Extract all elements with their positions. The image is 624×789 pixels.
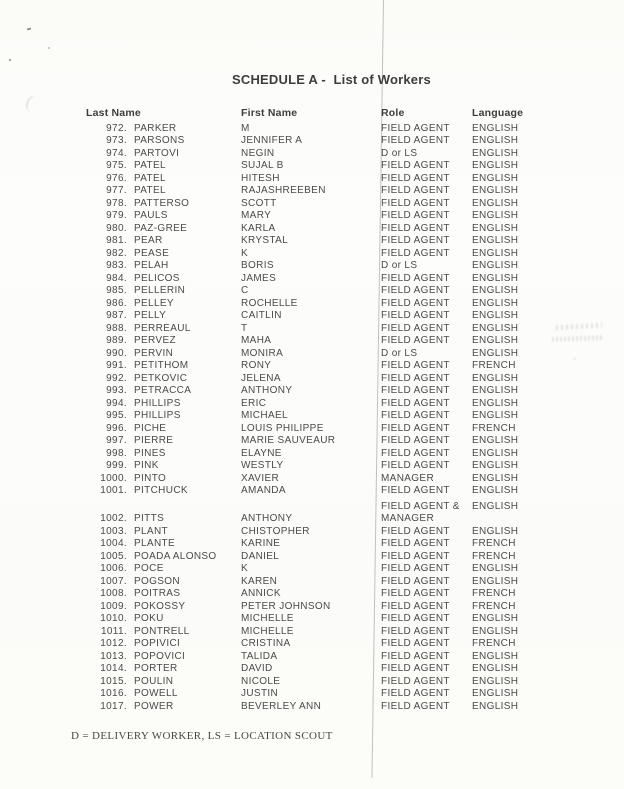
language-cell: ENGLISH	[472, 160, 519, 171]
worker-number: 998.	[106, 447, 127, 459]
worker-number: 1006.	[100, 563, 127, 574]
worker-number: 1017.	[100, 700, 127, 712]
worker-row	[86, 123, 558, 136]
language-cell: ENGLISH	[472, 675, 519, 687]
worker-row	[86, 563, 558, 576]
first-name-cell: BEVERLEY ANN	[241, 700, 322, 712]
last-name-cell: PATEL	[134, 172, 166, 184]
language-cell: ENGLISH	[472, 663, 519, 674]
worker-number: 982.	[106, 247, 127, 259]
language-cell: ENGLISH	[472, 260, 519, 271]
first-name-cell: KARLA	[241, 222, 276, 234]
first-name-cell: ANTHONY	[241, 513, 293, 524]
language-cell: ENGLISH	[472, 435, 519, 446]
worker-number: 992.	[106, 372, 127, 384]
worker-number: 1016.	[100, 688, 127, 699]
first-name-cell: C	[241, 285, 249, 296]
language-cell: ENGLISH	[472, 235, 519, 246]
last-name-cell: PELAH	[134, 260, 169, 271]
last-name-cell: PEASE	[134, 247, 170, 259]
worker-number: 1013.	[100, 650, 127, 662]
language-cell: ENGLISH	[472, 385, 519, 396]
worker-row	[86, 210, 558, 223]
worker-row	[86, 248, 558, 261]
worker-row	[86, 148, 558, 161]
first-name-cell: JELENA	[241, 372, 281, 384]
last-name-cell: PICHE	[134, 422, 167, 434]
worker-row	[86, 701, 558, 714]
worker-number: 989.	[106, 335, 127, 346]
last-name-cell: PELLERIN	[134, 285, 186, 296]
worker-number: 993.	[106, 385, 127, 396]
worker-row	[86, 663, 558, 676]
worker-row	[86, 160, 558, 173]
role-cell: FIELD AGENT	[381, 185, 450, 196]
language-cell: ENGLISH	[472, 335, 519, 346]
first-name-cell: SCOTT	[241, 197, 277, 209]
last-name-cell: PINES	[134, 447, 166, 459]
last-name-cell: PERVEZ	[134, 335, 176, 346]
header-role: Role	[381, 107, 405, 119]
worker-row	[86, 285, 558, 298]
first-name-cell: XAVIER	[241, 472, 280, 484]
language-cell: ENGLISH	[472, 347, 519, 359]
first-name-cell: MARY	[241, 210, 272, 221]
role-cell: FIELD AGENT	[381, 575, 450, 587]
worker-row	[86, 588, 558, 601]
first-name-cell: DAVID	[241, 663, 273, 674]
worker-number: 986.	[106, 297, 127, 309]
worker-number: 1010.	[100, 613, 127, 624]
legend-footnote: D = DELIVERY WORKER, LS = LOCATION SCOUT	[71, 730, 333, 742]
worker-number: 975.	[106, 160, 127, 171]
worker-number: 977.	[106, 185, 127, 196]
first-name-cell: K	[241, 563, 249, 574]
role-cell: FIELD AGENT	[381, 297, 450, 309]
header-first-name: First Name	[241, 107, 298, 119]
first-name-cell: MICHELLE	[241, 625, 294, 637]
language-cell: ENGLISH	[472, 172, 519, 184]
first-name-cell: BORIS	[241, 260, 274, 271]
worker-number: 990.	[106, 347, 127, 359]
language-cell: FRENCH	[472, 360, 516, 371]
language-cell: ENGLISH	[472, 372, 519, 384]
language-cell: ENGLISH	[472, 700, 519, 712]
worker-row	[86, 398, 558, 411]
workers-table	[86, 107, 558, 713]
first-name-cell: ANNICK	[241, 588, 281, 599]
language-cell: ENGLISH	[472, 472, 519, 484]
last-name-cell: PEAR	[134, 235, 163, 246]
worker-row	[86, 385, 558, 398]
language-cell: ENGLISH	[472, 410, 519, 421]
worker-number: 1003.	[100, 525, 127, 537]
worker-row	[86, 410, 558, 423]
worker-number: 1001.	[100, 485, 127, 496]
worker-number: 1011.	[100, 625, 127, 637]
language-cell: FRENCH	[472, 538, 516, 549]
language-cell: ENGLISH	[472, 485, 519, 496]
worker-row	[86, 513, 558, 526]
role-cell: FIELD AGENT	[381, 525, 450, 537]
role-cell: FIELD AGENT	[381, 563, 450, 574]
last-name-cell: PORTER	[134, 663, 178, 674]
first-name-cell	[241, 501, 381, 514]
worker-row	[86, 173, 558, 186]
worker-row	[86, 460, 558, 473]
last-name-cell: PERVIN	[134, 347, 174, 359]
role-cell: FIELD AGENT	[381, 675, 450, 687]
role-cell: FIELD AGENT	[381, 235, 450, 246]
last-name-cell: PARSONS	[134, 135, 185, 146]
worker-row	[86, 435, 558, 448]
worker-number: 991.	[106, 360, 127, 371]
first-name-cell: LOUIS PHILIPPE	[241, 422, 324, 434]
first-name-cell: SUJAL B	[241, 160, 284, 171]
last-name-cell: PARTOVI	[134, 147, 180, 159]
role-cell: FIELD AGENT	[381, 310, 450, 321]
last-name-cell: POKU	[134, 613, 164, 624]
last-name-cell: PETITHOM	[134, 360, 189, 371]
last-name-cell: PETRACCA	[134, 385, 192, 396]
first-name-cell: HITESH	[241, 172, 280, 184]
faint-pencil-mark	[552, 335, 604, 342]
last-name-cell: PAULS	[134, 210, 168, 221]
worker-row	[86, 135, 558, 148]
worker-row	[86, 310, 558, 323]
worker-number: 996.	[106, 422, 127, 434]
first-name-cell: CAITLIN	[241, 310, 282, 321]
scan-speck	[48, 47, 50, 49]
last-name-cell: POULIN	[134, 675, 174, 687]
worker-number: 987.	[106, 310, 127, 321]
role-cell: FIELD AGENT	[381, 410, 450, 421]
last-name-cell: POITRAS	[134, 588, 181, 599]
first-name-cell: NICOLE	[241, 675, 281, 687]
language-cell: FRENCH	[472, 422, 516, 434]
worker-row	[86, 501, 558, 514]
worker-row	[86, 551, 558, 564]
last-name-cell: PLANTE	[134, 538, 176, 549]
last-name-cell: PELICOS	[134, 272, 180, 284]
role-cell: FIELD AGENT	[381, 122, 450, 134]
worker-row	[86, 323, 558, 336]
last-name-cell: PARKER	[134, 122, 177, 134]
first-name-cell: RONY	[241, 360, 272, 371]
worker-number: 994.	[106, 397, 127, 409]
language-cell: ENGLISH	[472, 185, 519, 196]
role-cell: FIELD AGENT	[381, 447, 450, 459]
role-cell: D or LS	[381, 147, 418, 159]
first-name-cell: KRYSTAL	[241, 235, 289, 246]
language-cell: ENGLISH	[472, 285, 519, 296]
last-name-cell: PINTO	[134, 472, 167, 484]
worker-number: 1008.	[100, 588, 127, 599]
role-cell: FIELD AGENT	[381, 360, 450, 371]
role-cell: FIELD AGENT	[381, 397, 450, 409]
last-name-cell: PIERRE	[134, 435, 174, 446]
language-cell: ENGLISH	[472, 122, 519, 134]
role-cell: FIELD AGENT	[381, 588, 450, 599]
worker-row	[86, 335, 558, 348]
language-cell: ENGLISH	[472, 525, 519, 537]
role-cell: FIELD AGENT	[381, 485, 450, 496]
language-cell: ENGLISH	[472, 222, 519, 234]
worker-row	[86, 348, 558, 361]
first-name-cell: T	[241, 322, 248, 334]
last-name-cell: POGSON	[134, 575, 180, 587]
first-name-cell: NEGIN	[241, 147, 275, 159]
scan-smudge-arc	[24, 94, 46, 116]
worker-number: 978.	[106, 197, 127, 209]
role-cell: FIELD AGENT	[381, 638, 450, 649]
worker-number: 997.	[106, 435, 127, 446]
language-cell: FRENCH	[472, 638, 516, 649]
last-name-cell: PETKOVIC	[134, 372, 188, 384]
role-cell: FIELD AGENT &	[381, 500, 460, 512]
worker-row	[86, 576, 558, 589]
last-name-cell: POPIVICI	[134, 638, 181, 649]
first-name-cell: ANTHONY	[241, 385, 293, 396]
worker-row	[86, 473, 558, 486]
role-cell: FIELD AGENT	[381, 172, 450, 184]
worker-number: 1009.	[100, 600, 127, 612]
language-cell: ENGLISH	[472, 147, 519, 159]
worker-row	[86, 448, 558, 461]
first-name-cell: K	[241, 247, 249, 259]
worker-row	[86, 626, 558, 639]
worker-number: 1002.	[100, 513, 127, 524]
worker-row	[86, 260, 558, 273]
language-cell: ENGLISH	[472, 135, 519, 146]
first-name-cell: WESTLY	[241, 460, 284, 471]
header-language: Language	[472, 107, 524, 119]
last-name-cell: PITCHUCK	[134, 485, 188, 496]
worker-row	[86, 538, 558, 551]
worker-number: 1004.	[100, 538, 127, 549]
last-name-cell: POPOVICI	[134, 650, 186, 662]
role-cell: MANAGER	[381, 472, 435, 484]
first-name-cell: RAJASHREEBEN	[241, 185, 326, 196]
last-name-cell: PATEL	[134, 185, 166, 196]
last-name-cell: PATEL	[134, 160, 166, 171]
language-cell	[472, 513, 558, 526]
worker-number: 1015.	[100, 675, 127, 687]
worker-number: 985.	[106, 285, 127, 296]
table-header-row	[86, 107, 558, 120]
role-cell: FIELD AGENT	[381, 422, 450, 434]
last-name-cell: PATTERSO	[134, 197, 190, 209]
last-name-cell: PITTS	[134, 513, 165, 524]
role-cell: FIELD AGENT	[381, 247, 450, 259]
role-cell: FIELD AGENT	[381, 435, 450, 446]
role-cell: FIELD AGENT	[381, 210, 450, 221]
language-cell: ENGLISH	[472, 613, 519, 624]
worker-number: 981.	[106, 235, 127, 246]
worker-row	[86, 223, 558, 236]
worker-row	[86, 198, 558, 211]
language-cell: ENGLISH	[472, 197, 519, 209]
last-name-cell: POCE	[134, 563, 164, 574]
role-cell: FIELD AGENT	[381, 285, 450, 296]
worker-row	[86, 485, 558, 498]
worker-number: 988.	[106, 322, 127, 334]
worker-number: 984.	[106, 272, 127, 284]
language-cell: FRENCH	[472, 588, 516, 599]
first-name-cell: CHISTOPHER	[241, 525, 310, 537]
worker-row	[86, 373, 558, 386]
role-cell: FIELD AGENT	[381, 197, 450, 209]
scan-speck	[9, 59, 11, 61]
worker-number: 979.	[106, 210, 127, 221]
language-cell: ENGLISH	[472, 563, 519, 574]
language-cell: ENGLISH	[472, 447, 519, 459]
role-cell: FIELD AGENT	[381, 538, 450, 549]
worker-row	[86, 613, 558, 626]
first-name-cell: JUSTIN	[241, 688, 279, 699]
first-name-cell: MARIE SAUVEAUR	[241, 435, 336, 446]
worker-row	[86, 676, 558, 689]
worker-row	[86, 526, 558, 539]
role-cell: FIELD AGENT	[381, 460, 450, 471]
first-name-cell: PETER JOHNSON	[241, 600, 331, 612]
table-body	[86, 123, 558, 714]
role-cell: FIELD AGENT	[381, 663, 450, 674]
role-cell: FIELD AGENT	[381, 688, 450, 699]
worker-number	[86, 501, 127, 514]
last-name-cell: POWER	[134, 700, 174, 712]
language-cell: ENGLISH	[472, 272, 519, 284]
role-cell: FIELD AGENT	[381, 335, 450, 346]
last-name-cell: PHILLIPS	[134, 397, 181, 409]
last-name-cell	[127, 501, 241, 514]
page-title: SCHEDULE A - List of Workers	[232, 72, 431, 87]
last-name-cell: PLANT	[134, 525, 168, 537]
first-name-cell: CRISTINA	[241, 638, 291, 649]
role-cell: FIELD AGENT	[381, 700, 450, 712]
first-name-cell: MAHA	[241, 335, 272, 346]
first-name-cell: MICHELLE	[241, 613, 294, 624]
last-name-cell: PAZ-GREE	[134, 222, 188, 234]
language-cell: FRENCH	[472, 550, 516, 562]
role-cell: FIELD AGENT	[381, 160, 450, 171]
language-cell: ENGLISH	[472, 500, 519, 512]
last-name-cell: POWELL	[134, 688, 178, 699]
header-last-name: Last Name	[86, 107, 141, 119]
role-cell: FIELD AGENT	[381, 600, 450, 612]
worker-number: 973.	[106, 135, 127, 146]
role-cell: FIELD AGENT	[381, 272, 450, 284]
language-cell: ENGLISH	[472, 210, 519, 221]
worker-number: 1014.	[100, 663, 127, 674]
worker-number: 972.	[106, 122, 127, 134]
first-name-cell: MONIRA	[241, 347, 284, 359]
last-name-cell: PINK	[134, 460, 159, 471]
worker-row	[86, 423, 558, 436]
worker-number: 976.	[106, 172, 127, 184]
worker-row	[86, 273, 558, 286]
role-cell: D or LS	[381, 260, 418, 271]
role-cell: FIELD AGENT	[381, 613, 450, 624]
role-cell: FIELD AGENT	[381, 625, 450, 637]
first-name-cell: MICHAEL	[241, 410, 288, 421]
first-name-cell: ROCHELLE	[241, 297, 298, 309]
role-cell: MANAGER	[381, 513, 435, 524]
worker-row	[86, 360, 558, 373]
role-cell: FIELD AGENT	[381, 650, 450, 662]
last-name-cell: PELLEY	[134, 297, 174, 309]
worker-number: 1012.	[100, 638, 127, 649]
role-cell: FIELD AGENT	[381, 322, 450, 334]
last-name-cell: POKOSSY	[134, 600, 186, 612]
language-cell: ENGLISH	[472, 688, 519, 699]
first-name-cell: KARINE	[241, 538, 281, 549]
faint-pencil-mark	[573, 358, 576, 360]
first-name-cell: JENNIFER A	[241, 135, 303, 146]
first-name-cell: ERIC	[241, 397, 267, 409]
language-cell: ENGLISH	[472, 625, 519, 637]
worker-number: 1000.	[100, 472, 127, 484]
role-cell: FIELD AGENT	[381, 550, 450, 562]
last-name-cell: PONTRELL	[134, 625, 190, 637]
worker-row	[86, 638, 558, 651]
role-cell: FIELD AGENT	[381, 222, 450, 234]
worker-number: 1007.	[100, 575, 127, 587]
language-cell: ENGLISH	[472, 650, 519, 662]
worker-row	[86, 651, 558, 664]
worker-number: 999.	[106, 460, 127, 471]
worker-row	[86, 601, 558, 614]
first-name-cell: JAMES	[241, 272, 277, 284]
language-cell: ENGLISH	[472, 397, 519, 409]
scan-speck	[27, 28, 31, 31]
worker-number: 1005.	[100, 550, 127, 562]
role-cell: FIELD AGENT	[381, 135, 450, 146]
language-cell: ENGLISH	[472, 297, 519, 309]
worker-row	[86, 688, 558, 701]
last-name-cell: POADA ALONSO	[134, 550, 217, 562]
faint-pencil-mark	[556, 323, 602, 330]
last-name-cell: PERREAUL	[134, 322, 191, 334]
role-cell: FIELD AGENT	[381, 385, 450, 396]
language-cell: ENGLISH	[472, 310, 519, 321]
first-name-cell: M	[241, 122, 250, 134]
worker-row	[86, 298, 558, 311]
language-cell: ENGLISH	[472, 460, 519, 471]
language-cell: ENGLISH	[472, 575, 519, 587]
worker-number: 974.	[106, 147, 127, 159]
worker-row	[86, 235, 558, 248]
language-cell: ENGLISH	[472, 247, 519, 259]
worker-number: 980.	[106, 222, 127, 234]
language-cell: ENGLISH	[472, 322, 519, 334]
worker-row	[86, 185, 558, 198]
first-name-cell: TALIDA	[241, 650, 278, 662]
role-cell: D or LS	[381, 347, 418, 359]
first-name-cell: ELAYNE	[241, 447, 282, 459]
role-cell: FIELD AGENT	[381, 372, 450, 384]
language-cell: FRENCH	[472, 600, 516, 612]
last-name-cell: PHILLIPS	[134, 410, 181, 421]
first-name-cell: AMANDA	[241, 485, 286, 496]
worker-number: 995.	[106, 410, 127, 421]
worker-number: 983.	[106, 260, 127, 271]
first-name-cell: KAREN	[241, 575, 278, 587]
first-name-cell: DANIEL	[241, 550, 280, 562]
last-name-cell: PELLY	[134, 310, 167, 321]
